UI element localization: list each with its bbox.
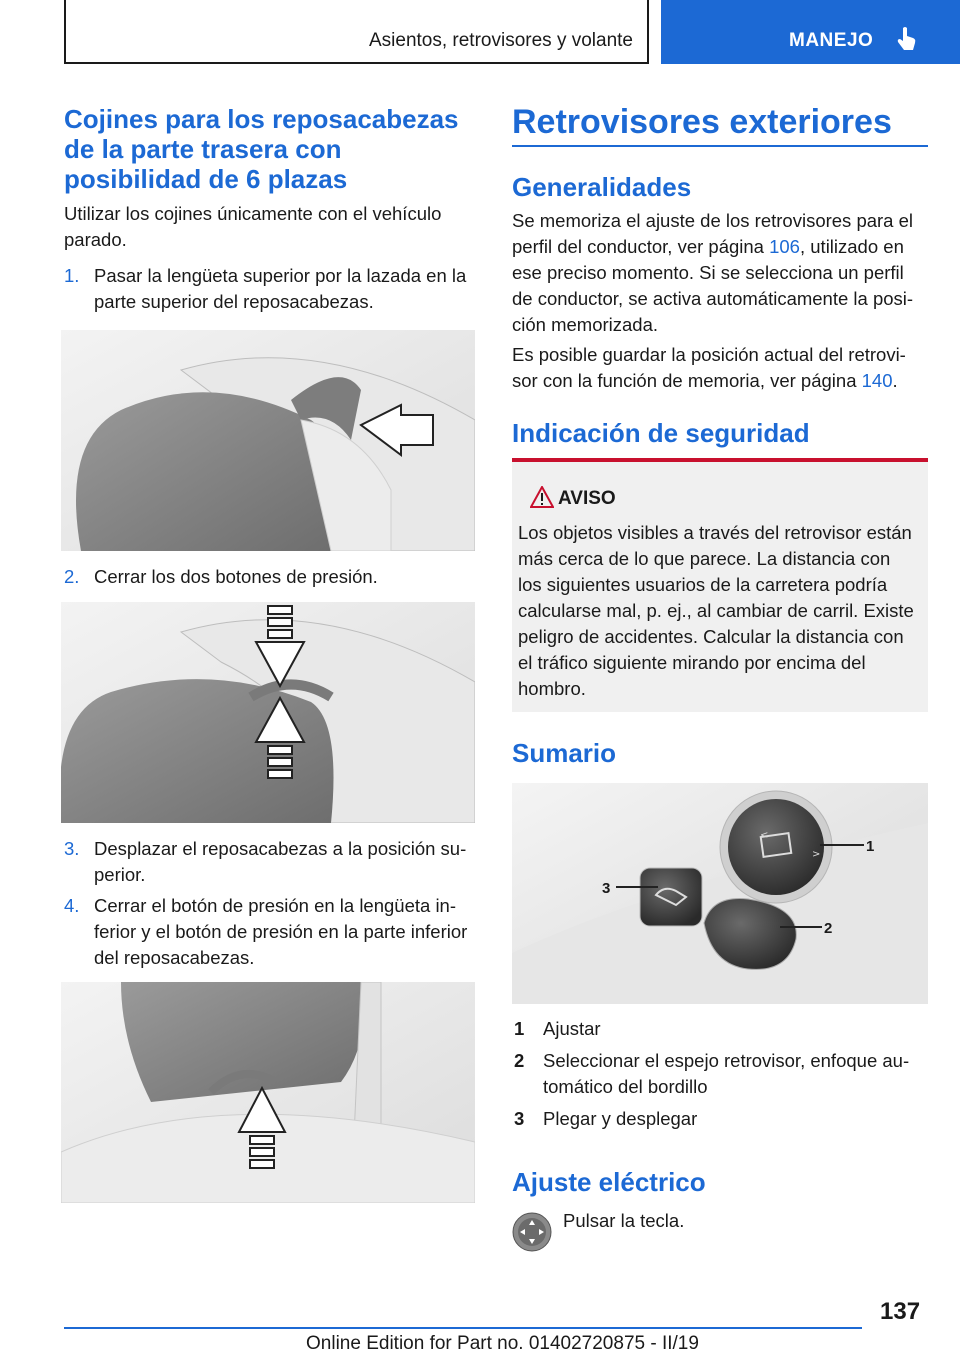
page-link-140[interactable]: 140 <box>861 370 893 391</box>
headrest-loop-illustration <box>61 330 475 551</box>
text-line: de conductor, se activa automáticamente la posi- <box>512 288 914 309</box>
text-line-with-link <box>512 368 932 394</box>
text-line: Plegar y desplegar <box>543 1108 698 1129</box>
text-line: el tráfico siguiente mirando por encima del <box>518 652 866 673</box>
callout-2: 2 <box>824 920 833 937</box>
mirror-adjust-button-icon[interactable] <box>512 1212 552 1252</box>
electric-instruction: Pulsar la tecla. <box>563 1210 685 1231</box>
step-number: 2. <box>64 566 80 587</box>
text-line: hombro. <box>518 678 586 699</box>
sumario-heading: Sumario <box>512 738 617 768</box>
text-fragment: , utilizado en <box>799 236 904 257</box>
text-line: peligro de accidentes. Calcular la distancia con <box>518 626 904 647</box>
headrest-lower-button-illustration <box>61 982 475 1203</box>
svg-text:>: > <box>812 849 821 860</box>
page-title: Retrovisores exteriores <box>512 103 892 141</box>
text-line: ferior y el botón de presión en la parte inferior <box>94 921 468 942</box>
text-line: ese preciso momento. Si se selecciona un perfil <box>512 262 904 283</box>
text-line: Es posible guardar la posición actual del retrovi- <box>512 344 906 365</box>
text-line: perior. <box>94 864 146 885</box>
legend-number: 3 <box>514 1108 525 1129</box>
text-line: Cerrar el botón de presión en la lengüeta in- <box>94 895 457 916</box>
text-line: tomático del bordillo <box>543 1076 708 1097</box>
section-title: Asientos, retrovisores y volante <box>368 30 633 51</box>
text-line: Utilizar los cojines únicamente con el vehículo <box>64 203 442 224</box>
text-line: los siguientes usuarios de la carretera podría <box>518 574 888 595</box>
legend-number: 1 <box>514 1018 525 1039</box>
text-line: Seleccionar el espejo retrovisor, enfoque au- <box>543 1050 910 1071</box>
page-number: 137 <box>880 1298 921 1325</box>
left-heading <box>64 104 474 194</box>
callout-1: 1 <box>866 838 875 855</box>
text-line: calcularse mal, p. ej., al cambiar de carril. Existe <box>518 600 914 621</box>
text-line-with-link <box>512 234 932 260</box>
warning-text <box>518 520 928 702</box>
text-line: ción memorizada. <box>512 314 659 335</box>
generalidades-paragraph-2 <box>512 342 932 394</box>
title-divider <box>512 145 928 147</box>
text-line: parte superior del reposacabezas. <box>94 291 374 312</box>
seguridad-heading: Indicación de seguridad <box>512 418 810 448</box>
header-section-box <box>64 0 649 64</box>
footer-divider <box>64 1327 862 1329</box>
legend-number: 2 <box>514 1050 525 1071</box>
heading-line: Cojines para los reposacabezas <box>64 104 459 134</box>
generalidades-heading: Generalidades <box>512 172 692 202</box>
heading-line: posibilidad de 6 plazas <box>64 164 348 194</box>
text-line: Cerrar los dos botones de presión. <box>94 566 378 587</box>
step-number: 1. <box>64 265 80 286</box>
step-number: 3. <box>64 838 80 859</box>
text-fragment: perfil del conductor, ver página <box>512 236 770 257</box>
text-line: Los objetos visibles a través del retrovisor están <box>518 522 912 543</box>
text-line: Ajustar <box>543 1018 601 1039</box>
intro-paragraph <box>64 201 474 253</box>
text-line: Se memoriza el ajuste de los retrovisores para el <box>512 210 914 231</box>
callout-3: 3 <box>602 880 611 897</box>
mirror-controls-illustration <box>512 783 928 1004</box>
ajuste-electrico-heading: Ajuste eléctrico <box>512 1167 706 1197</box>
text-line: Pasar la lengüeta superior por la lazada en la <box>94 265 467 286</box>
chapter-tab[interactable] <box>661 0 960 64</box>
text-fragment: . <box>892 370 898 391</box>
page-link-106[interactable]: 106 <box>769 236 800 257</box>
warning-triangle-icon <box>530 486 554 508</box>
warning-label: AVISO <box>558 488 616 509</box>
chapter-tab-label: MANEJO <box>789 30 874 51</box>
pointing-hand-icon <box>897 26 917 52</box>
text-line: Desplazar el reposacabezas a la posición su- <box>94 838 467 859</box>
edition-note: Online Edition for Part no. 01402720875 - II/19 <box>306 1333 699 1354</box>
text-line: más cerca de lo que parece. La distancia con <box>518 548 891 569</box>
generalidades-paragraph-1 <box>512 208 932 338</box>
heading-line: de la parte trasera con <box>64 134 342 164</box>
headrest-press-buttons-illustration <box>61 602 475 823</box>
warning-box <box>512 458 928 712</box>
svg-text:<: < <box>760 830 769 841</box>
text-line: parado. <box>64 229 127 250</box>
text-fragment: sor con la función de memoria, ver página <box>512 370 862 391</box>
step-number: 4. <box>64 895 80 916</box>
text-line: del reposacabezas. <box>94 947 255 968</box>
